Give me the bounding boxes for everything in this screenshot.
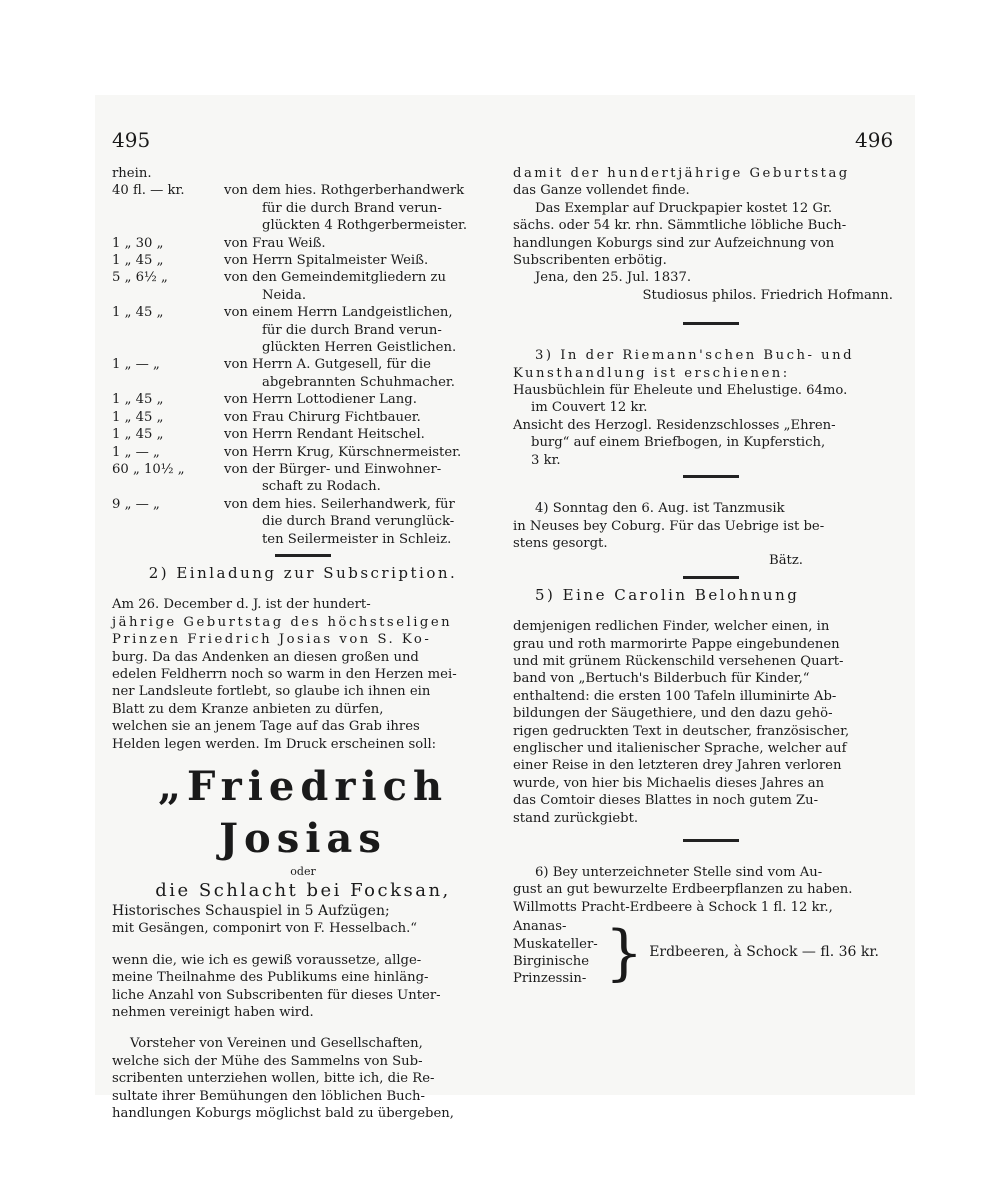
- text-line: Am 26. December d. J. ist der hundert-: [112, 597, 371, 613]
- donation-text: von Herrn Rendant Heitschel.: [224, 427, 425, 443]
- section-divider: [683, 475, 739, 478]
- donation-row: [112, 426, 494, 443]
- text-line: rigen gedruckten Text in deutscher, französischer,: [513, 723, 850, 739]
- spacer: [513, 850, 893, 864]
- after-title-body: [112, 952, 494, 1022]
- play-music: mit Gesängen, componirt von F. Hesselbach.“: [112, 921, 418, 937]
- text-line: 3 kr.: [531, 452, 561, 468]
- donation-text: von Herrn Spitalmeister Weiß.: [224, 253, 429, 269]
- text-line: stand zurückgiebt.: [513, 810, 639, 826]
- text-line: 6) Bey unterzeichneter Stelle sind vom Au-: [535, 865, 823, 880]
- text-line: burg“ auf einem Briefbogen, in Kupferstich,: [531, 435, 826, 451]
- donation-row: [112, 391, 494, 408]
- donation-amount: 5 „ 6½ „: [112, 270, 168, 286]
- right-column: [513, 165, 893, 988]
- text-line: das Comtoir dieses Blattes in noch gutem Zu-: [513, 793, 819, 809]
- donation-text: von Frau Chirurg Fichtbauer.: [224, 409, 421, 425]
- donation-list: [112, 182, 494, 548]
- text-line: wenn die, wie ich es gewiß voraussetze, allge-: [112, 952, 422, 968]
- text-line: in Neuses bey Coburg. Für das Uebrige ist be-: [513, 518, 825, 534]
- text-line: welche sich der Mühe des Sammelns von Sub-: [112, 1053, 423, 1069]
- closing-body: [112, 1035, 494, 1122]
- section-divider: [683, 576, 739, 579]
- section-divider: [275, 554, 331, 557]
- donation-cont: glückten Herren Geistlichen.: [262, 340, 457, 356]
- donation-cont: für die durch Brand verun-: [262, 200, 442, 216]
- text-line: grau und roth marmorirte Pappe eingebundenen: [513, 636, 840, 652]
- donation-text: von dem hies. Seilerhandwerk, für: [224, 496, 455, 512]
- donation-cont: für die durch Brand verun-: [262, 322, 442, 338]
- spacer: [112, 1021, 494, 1035]
- spacer: [513, 333, 893, 347]
- place-date: Jena, den 25. Jul. 1837.: [535, 270, 692, 286]
- donation-amount: 1 „ — „: [112, 357, 160, 373]
- brace-item: Ananas-: [513, 919, 567, 935]
- strawberry-brace-group: [513, 918, 893, 988]
- text-line: Das Exemplar auf Druckpapier kostet 12 Gr.: [535, 200, 833, 216]
- spacer: [513, 604, 893, 618]
- donation-amount: 1 „ 45 „: [112, 409, 164, 425]
- donation-text: von einem Herrn Landgeistlichen,: [224, 305, 453, 321]
- text-line: welchen sie an jenem Tage auf das Grab ihres: [112, 719, 420, 735]
- text-line: liche Anzahl von Subscribenten für dieses Unter-: [112, 987, 441, 1003]
- section5-body: [513, 618, 893, 827]
- donation-amount: 60 „ 10½ „: [112, 461, 185, 477]
- text-line: Willmotts Pracht-Erdbeere à Schock 1 fl. 12 kr.,: [513, 899, 833, 915]
- text-line: gust an gut bewurzelte Erdbeerpflanzen zu haben.: [513, 882, 853, 898]
- curly-brace-icon: }: [605, 918, 644, 989]
- text-line: wurde, von hier bis Michaelis dieses Jahres an: [513, 775, 825, 791]
- donation-amount: 1 „ 30 „: [112, 235, 164, 251]
- donation-text: von Herrn A. Gutgesell, für die: [224, 357, 431, 373]
- brace-item: Birginische: [513, 954, 590, 970]
- text-line: sächs. oder 54 kr. rhn. Sämmtliche löbliche Buch-: [513, 218, 847, 234]
- section-heading: 5) Eine Carolin Belohnung: [535, 585, 800, 604]
- donation-amount: 1 „ 45 „: [112, 392, 164, 408]
- text-line: nehmen vereinigt haben wird.: [112, 1005, 314, 1021]
- donation-amount: 40 fl. — kr.: [112, 183, 185, 199]
- brace-item: Prinzessin-: [513, 971, 587, 987]
- signature: Bätz.: [769, 553, 803, 569]
- text-line: Ansicht des Herzogl. Residenzschlosses „Ehren-: [513, 417, 836, 433]
- donation-row: [112, 304, 494, 321]
- donation-row: [112, 252, 494, 269]
- play-subtitle: die Schlacht bei Focksan,: [155, 880, 451, 901]
- donation-row: [112, 444, 494, 461]
- text-line: stens gesorgt.: [513, 535, 608, 551]
- text-line: handlungen Koburgs sind zur Aufzeichnung von: [513, 235, 835, 251]
- donation-text: von der Bürger- und Einwohner-: [224, 461, 442, 477]
- spacer: [112, 582, 494, 596]
- donation-cont: schaft zu Rodach.: [262, 479, 381, 495]
- text-line: Blatt zu dem Kranze anbieten zu dürfen,: [112, 701, 384, 717]
- text-line: jährige Geburtstag des höchstseligen: [112, 614, 453, 630]
- text-line: scribenten unterziehen wollen, bitte ich, die Re-: [112, 1071, 435, 1087]
- spacer: [513, 486, 893, 500]
- donation-row: [112, 182, 494, 199]
- text-line: das Ganze vollendet finde.: [513, 183, 690, 199]
- play-title: „Friedrich Josias: [157, 763, 449, 862]
- spacer: [112, 938, 494, 952]
- donation-cont: abgebrannten Schuhmacher.: [262, 374, 455, 390]
- text-line: burg. Da das Andenken an diesen großen und: [112, 649, 419, 665]
- text-line: Helden legen werden. Im Druck erscheinen soll:: [112, 736, 437, 752]
- section-heading: 2) Einladung zur Subscription.: [148, 563, 458, 582]
- donation-text: von Frau Weiß.: [224, 235, 326, 251]
- brace-list: [513, 918, 599, 988]
- donation-text: von Herrn Krug, Kürschnermeister.: [224, 444, 462, 460]
- section-heading: Kunsthandlung ist erschienen:: [513, 365, 790, 381]
- donation-cont: glückten 4 Rothgerbermeister.: [262, 218, 468, 234]
- donation-amount: 1 „ 45 „: [112, 427, 164, 443]
- text-line: 4) Sonntag den 6. Aug. ist Tanzmusik: [535, 501, 785, 517]
- text-line: edelen Feldherrn noch so warm in den Herzen mei-: [112, 666, 457, 682]
- donation-row: [112, 269, 494, 286]
- donation-text: von dem hies. Rothgerberhandwerk: [224, 183, 465, 199]
- text-line: Prinzen Friedrich Josias von S. Ko-: [112, 632, 432, 648]
- text-line: Subscribenten erbötig.: [513, 253, 667, 269]
- text-line: bildungen der Säugethiere, und den dazu gehö-: [513, 706, 833, 722]
- text-line: und mit grünem Rückenschild versehenen Quart-: [513, 653, 844, 669]
- play-genre: Historisches Schauspiel in 5 Aufzügen;: [112, 903, 390, 919]
- brace-tail: Erdbeeren, à Schock — fl. 36 kr.: [649, 944, 879, 961]
- donation-cont: Neida.: [262, 287, 307, 303]
- text-line: band von „Bertuch's Bilderbuch für Kinder,“: [513, 671, 810, 687]
- left-column: [112, 165, 494, 1122]
- text-line: sultate ihrer Bemühungen den löblichen Buch-: [112, 1088, 426, 1104]
- text-line: ner Landsleute fortlebt, so glaube ich ihnen ein: [112, 684, 431, 700]
- signature: Studiosus philos. Friedrich Hofmann.: [642, 287, 893, 303]
- donation-text: von den Gemeindemitgliedern zu: [224, 270, 446, 286]
- donation-row: [112, 356, 494, 373]
- page-number-left: 495: [112, 128, 151, 152]
- donation-cont: ten Seilermeister in Schleiz.: [262, 531, 452, 547]
- donation-cont: die durch Brand verunglück-: [262, 514, 455, 530]
- text-line: im Couvert 12 kr.: [531, 400, 648, 416]
- section-divider: [683, 839, 739, 842]
- text-line: enthaltend: die ersten 100 Tafeln illuminirte Ab-: [513, 688, 837, 704]
- section2-body: [112, 596, 494, 753]
- section-heading: 3) In der Riemann'schen Buch- und: [535, 348, 855, 364]
- donation-amount: 1 „ 45 „: [112, 253, 164, 269]
- top-word: rhein.: [112, 166, 152, 181]
- donation-amount: 9 „ — „: [112, 496, 160, 512]
- brace-item: Muskateller-: [513, 936, 598, 952]
- donation-amount: 1 „ 45 „: [112, 305, 164, 321]
- text-line: Hausbüchlein für Eheleute und Ehelustige. 64mo.: [513, 383, 848, 399]
- donation-row: [112, 461, 494, 478]
- donation-row: [112, 496, 494, 513]
- donation-row: [112, 409, 494, 426]
- text-line: demjenigen redlichen Finder, welcher einen, in: [513, 619, 830, 635]
- text-line: englischer und italienischer Sprache, welcher auf: [513, 740, 847, 756]
- play-oder: oder: [290, 865, 316, 878]
- text-line: meine Theilnahme des Publikums eine hinläng-: [112, 970, 429, 986]
- page-number-right: 496: [855, 128, 894, 152]
- text-line: einer Reise in den letzteren drey Jahren verloren: [513, 758, 842, 774]
- text-line: handlungen Koburgs möglichst bald zu übergeben,: [112, 1106, 454, 1122]
- donation-row: [112, 235, 494, 252]
- donation-text: von Herrn Lottodiener Lang.: [224, 392, 417, 408]
- text-line: damit der hundertjährige Geburtstag: [513, 166, 850, 181]
- section-divider: [683, 322, 739, 325]
- text-line: Vorsteher von Vereinen und Gesellschaften,: [130, 1036, 423, 1052]
- donation-amount: 1 „ — „: [112, 444, 160, 460]
